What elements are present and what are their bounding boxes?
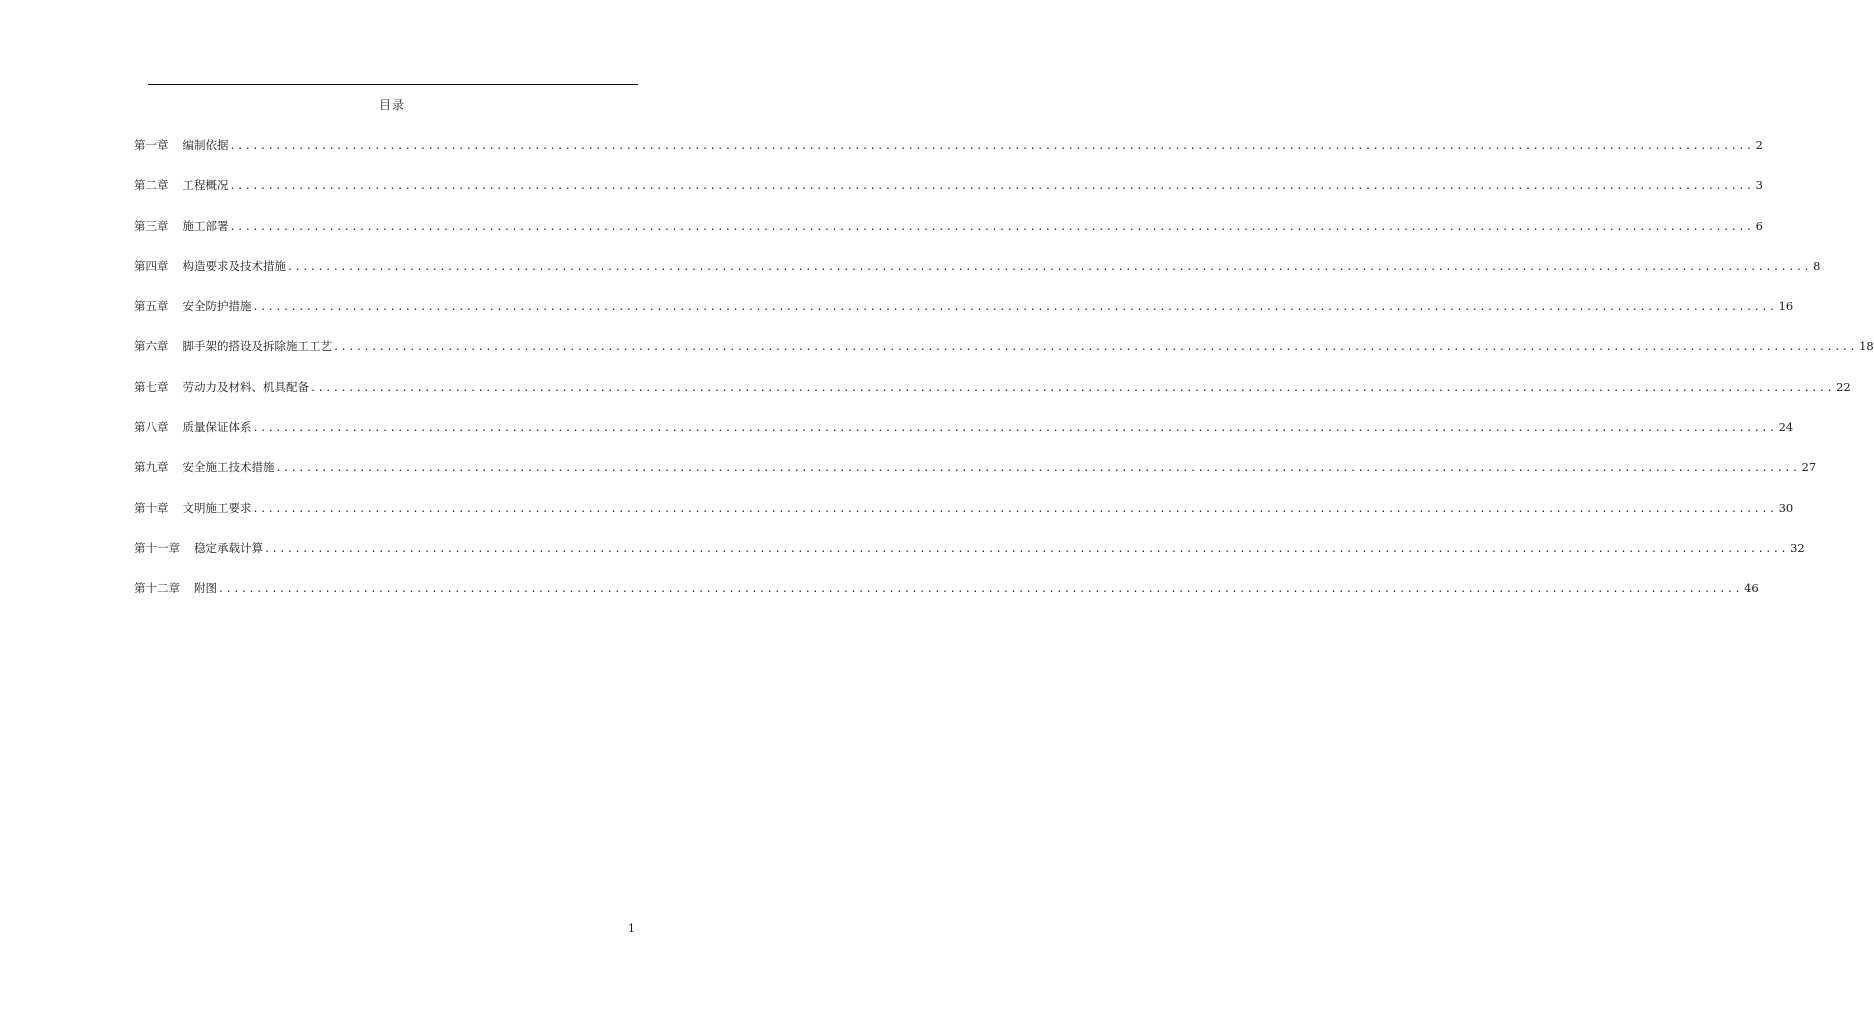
toc-entry-title: 稳定承载计算 — [194, 540, 263, 555]
dot-leader: ........................................................................................................................................................................................................ — [252, 423, 1777, 435]
toc-entry[interactable] — [134, 258, 1821, 298]
toc-page-number: 16 — [1778, 299, 1794, 314]
dot-leader: ........................................................................................................................................................................................................ — [229, 221, 1754, 233]
dot-leader: ........................................................................................................................................................................................................ — [287, 261, 1812, 273]
toc-page-number: 27 — [1801, 460, 1817, 475]
toc-list — [134, 137, 1874, 621]
toc-entry-title: 附图 — [194, 581, 217, 596]
dot-leader: ........................................................................................................................................................................................................ — [275, 463, 1800, 475]
toc-entry-title: 施工部署 — [182, 218, 229, 233]
dot-leader: ........................................................................................................................................................................................................ — [252, 302, 1777, 314]
toc-entry[interactable] — [134, 459, 1817, 499]
toc-page-number: 3 — [1755, 178, 1763, 193]
dot-leader: ........................................................................................................................................................................................................ — [310, 382, 1835, 394]
toc-entry-title: 工程概况 — [182, 178, 229, 193]
toc-chapter-label: 第一章 — [134, 138, 169, 152]
toc-entry[interactable] — [134, 177, 1763, 217]
toc-entry-title: 构造要求及技术措施 — [182, 258, 286, 273]
toc-chapter-label: 第三章 — [134, 218, 169, 233]
toc-entry[interactable] — [134, 540, 1805, 580]
toc-entry[interactable] — [134, 580, 1759, 620]
toc-chapter-label: 第四章 — [134, 258, 169, 273]
toc-entry[interactable] — [134, 419, 1794, 459]
toc-page-number: 32 — [1790, 540, 1805, 555]
dot-leader: ........................................................................................................................................................................................................ — [229, 141, 1754, 152]
toc-entry[interactable] — [134, 379, 1851, 419]
toc-entry-title: 文明施工要求 — [182, 500, 252, 515]
toc-page-number: 8 — [1813, 258, 1821, 273]
toc-entry[interactable] — [134, 500, 1794, 540]
toc-entry-title: 劳动力及材料、机具配备 — [182, 379, 309, 394]
toc-entry-title: 脚手架的搭设及拆除施工工艺 — [182, 339, 332, 354]
toc-page-number: 46 — [1744, 581, 1759, 596]
dot-leader: ........................................................................................................................................................................................................ — [264, 543, 1789, 555]
toc-entry-title: 编制依据 — [182, 138, 229, 152]
toc-page-number: 6 — [1755, 218, 1763, 233]
toc-page-number: 18 — [1859, 339, 1874, 354]
toc-entry[interactable] — [134, 137, 1763, 177]
toc-entry-title: 安全防护措施 — [182, 299, 252, 314]
toc-chapter-label: 第二章 — [134, 178, 169, 193]
toc-page-number: 24 — [1778, 420, 1794, 435]
toc-chapter-label: 第十一章 — [134, 540, 180, 555]
toc-title: 目录 — [378, 98, 405, 112]
toc-chapter-label: 第十二章 — [134, 581, 180, 596]
toc-chapter-label: 第六章 — [134, 339, 169, 354]
toc-chapter-label: 第九章 — [134, 460, 169, 475]
toc-entry-title: 质量保证体系 — [182, 420, 252, 435]
page-number: 1 — [628, 922, 635, 935]
dot-leader: ........................................................................................................................................................................................................ — [333, 342, 1858, 354]
toc-chapter-label: 第八章 — [134, 420, 169, 435]
toc-chapter-label: 第五章 — [134, 299, 169, 314]
toc-entry-title: 安全施工技术措施 — [182, 460, 275, 475]
dot-leader: ........................................................................................................................................................................................................ — [229, 181, 1754, 193]
dot-leader: ........................................................................................................................................................................................................ — [218, 584, 1743, 596]
toc-entry[interactable] — [134, 338, 1874, 378]
toc-page-number: 30 — [1778, 500, 1794, 515]
toc-chapter-label: 第七章 — [134, 379, 169, 394]
toc-chapter-label: 第十章 — [134, 500, 169, 515]
dot-leader: ........................................................................................................................................................................................................ — [252, 503, 1777, 515]
toc-page-number: 2 — [1755, 138, 1763, 152]
toc-page-number: 22 — [1836, 379, 1851, 394]
header-rule — [148, 84, 638, 85]
toc-entry[interactable] — [134, 298, 1794, 338]
toc-entry[interactable] — [134, 218, 1763, 258]
